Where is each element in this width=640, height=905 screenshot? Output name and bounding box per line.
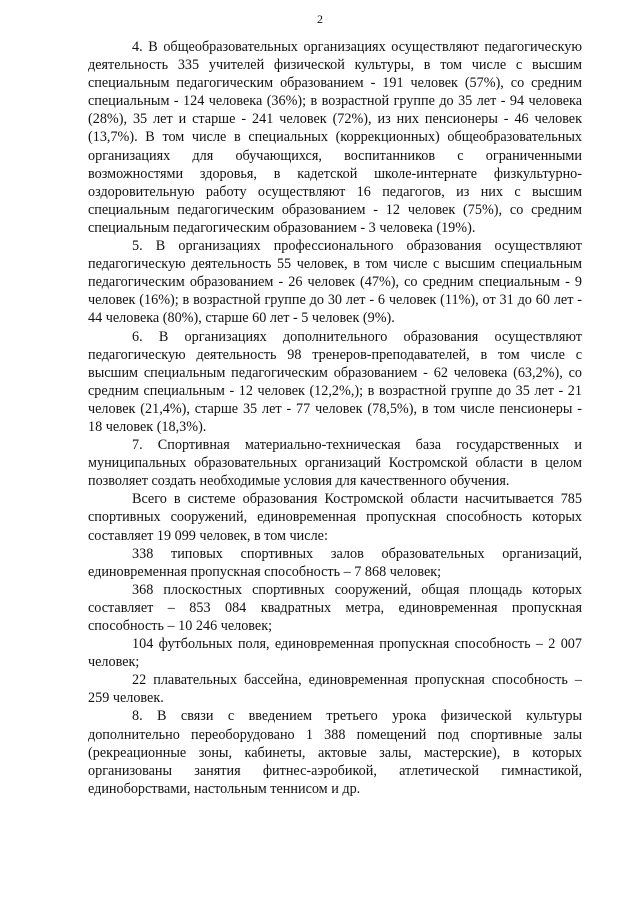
paragraph-8-third-pe-lesson: 8. В связи с введением третьего урока физической культуры дополнительно переоборудовано 1 388 помещений под спортивные залы (рекреационные зоны, кабинеты, актовые залы, мастерские), в которых организованы занятия фитнес-аэробикой, атлетической гимнастикой, единоборствами, настольным теннисом и др. bbox=[88, 708, 582, 797]
paragraph-5-professional-education: 5. В организациях профессионального образования осуществляют педагогическую деятельность 55 человек, в том числе с высшим специальным педагогическим образованием - 26 человек (47%), со средним специальным - 9 человек (16%); в возрастной группе до 30 лет - 6 человек (11%), от 31 до 60 лет - 44 человека (80%), старше 60 лет - 5 человек (9%). bbox=[88, 238, 582, 327]
paragraph-4-teachers-general-education: 4. В общеобразовательных организациях осуществляют педагогическую деятельность 335 учителей физической культуры, в том числе с высшим специальным педагогическим образованием - 191 человек (57%), со средним специальным - 124 человека (36%); в возрастной группе до 35 лет - 94 человека (28%), 35 лет и старше - 241 человек (72%), из них пенсионеры - 46 человек (13,7%). В том числе в специальных (коррекционных) общеобразовательных организациях для обучающихся, воспитанников с ограниченными возможностями здоровья, в кадетской школе-интернате физкультурно-оздоровительную работу осуществляют 16 педагогов, из них с высшим специальным педагогическим образованием - 12 человек (75%), со средним специальным педагогическим образованием - 3 человека (19%). bbox=[88, 39, 582, 236]
paragraph-sports-halls: 338 типовых спортивных залов образовательных организаций, единовременная пропускная способность – 7 868 человек; bbox=[88, 545, 582, 580]
document-body bbox=[88, 38, 582, 798]
paragraph-total-facilities: Всего в системе образования Костромской области насчитывается 785 спортивных сооружений, единовременная пропускная способность которых составляет 19 099 человек, в том числе: bbox=[88, 491, 582, 544]
paragraph-7-sports-base: 7. Спортивная материально-техническая база государственных и муниципальных образовательных организаций Костромской области в целом позволяет создать необходимые условия для качественного обучения. bbox=[88, 437, 582, 490]
paragraph-flat-facilities: 368 плоскостных спортивных сооружений, общая площадь которых составляет – 853 084 квадратных метра, единовременная пропускная способность – 10 246 человек; bbox=[88, 581, 582, 634]
paragraph-6-additional-education: 6. В организациях дополнительного образования осуществляют педагогическую деятельность 98 тренеров-преподавателей, в том числе с высшим специальным педагогическим образованием - 62 человека (63,2%), со средним специальным - 12 человек (12,2%,); в возрастной группе до 35 лет - 21 человек (21,4%), старше 35 лет - 77 человек (78,5%), в том числе пенсионеры - 18 человек (18,3%). bbox=[88, 328, 582, 435]
page-number: 2 bbox=[317, 12, 323, 26]
paragraph-football-fields: 104 футбольных поля, единовременная пропускная способность – 2 007 человек; bbox=[88, 636, 582, 671]
paragraph-swimming-pools: 22 плавательных бассейна, единовременная пропускная способность – 259 человек. bbox=[88, 672, 582, 707]
